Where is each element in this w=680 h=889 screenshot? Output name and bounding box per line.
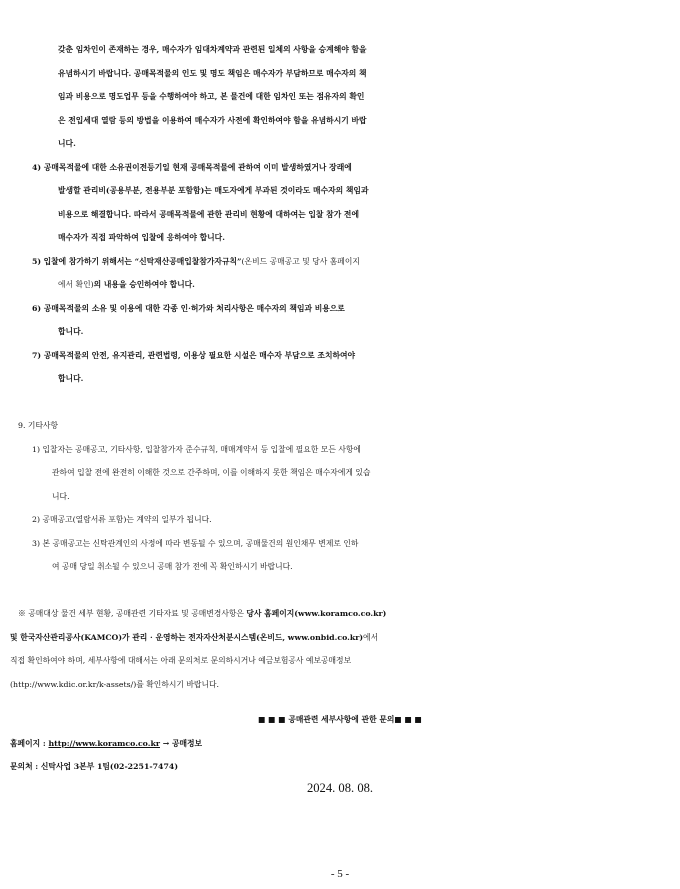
onbid-reference: 및 한국자산관리공사(KAMCO)가 관리 · 운영하는 전자자산처분시스템(온비드, www.onbid.co.kr) xyxy=(10,632,364,642)
list-item-6 xyxy=(0,297,680,321)
text-segment: 입찰에 참가하기 위해서는 xyxy=(43,256,135,266)
list-item-6-line xyxy=(0,320,680,344)
note-line xyxy=(0,626,680,650)
homepage-reference: 당사 홈페이지(www.koramco.co.kr) xyxy=(246,609,387,618)
homepage-suffix: → 공매정보 xyxy=(159,738,203,748)
text-line: 관하여 입찰 전에 완전히 이해한 것으로 간주하며, 이를 이해하지 못한 책임은 매수자에게 있습 xyxy=(52,468,371,477)
item-number: 5) xyxy=(32,256,42,266)
text-line: 공매목적물의 소유 및 이용에 대한 각종 인·허가와 처리사항은 매수자의 책임과 비용으로 xyxy=(43,303,345,313)
section9-item-1 xyxy=(0,438,680,462)
inquiry-contact xyxy=(0,755,680,779)
page-number: - 5 - xyxy=(330,868,350,880)
text-line: 임과 비용으로 명도업무 등을 수행하여야 하고, 본 물건에 대한 임차인 또는 점유자의 확인 xyxy=(58,92,365,101)
text-segment: (온비드 공매공고 및 당사 홈페이지 xyxy=(241,256,360,266)
item-number: 7) xyxy=(32,350,42,360)
text-line: 합니다. xyxy=(58,327,84,336)
item-number: 6) xyxy=(32,303,42,313)
continuation-line xyxy=(0,62,680,86)
text-line: 공매목적물의 안전, 유지관리, 관련법령, 이용상 필요한 시설은 매수자 부담으로 조치하여야 xyxy=(43,350,356,360)
list-item-5-line xyxy=(0,273,680,297)
note-line xyxy=(0,649,680,673)
inquiry-heading: ■ ■ ■ 공매관련 세부사항에 관한 문의■ ■ ■ xyxy=(258,715,422,724)
text-line: 입찰자는 공매공고, 기타사항, 입찰참가자 준수규칙, 매매계약서 등 입찰에 필요한 모든 사항에 xyxy=(42,444,361,454)
spacer xyxy=(0,579,680,603)
text-line: 니다. xyxy=(58,139,76,148)
section9-item-1-line xyxy=(0,461,680,485)
section9-item-3 xyxy=(0,532,680,556)
item-number: 2) xyxy=(32,515,41,524)
note-line xyxy=(0,673,680,697)
text-line: 갖춘 임차인이 존재하는 경우, 매수자가 임대차계약과 관련된 일체의 사항을 승계해야 함을 xyxy=(58,45,367,54)
text-line: 니다. xyxy=(52,491,70,501)
spacer xyxy=(0,696,680,708)
section9-item-2 xyxy=(0,508,680,532)
list-item-7 xyxy=(0,344,680,368)
list-item-4-line xyxy=(0,179,680,203)
kdic-link-text: (http://www.kdic.or.kr/k-assets/)를 확인하시기 바랍니다. xyxy=(10,679,219,689)
section9-item-3-line xyxy=(0,555,680,579)
document-date: 2024. 08. 08. xyxy=(306,781,374,795)
continuation-line xyxy=(0,85,680,109)
text-line: 비용으로 해결합니다. 따라서 공매목적물에 관한 관리비 현황에 대하여는 입찰 참가 전에 xyxy=(58,209,359,219)
list-item-4 xyxy=(0,156,680,180)
continuation-line xyxy=(0,38,680,62)
homepage-link[interactable]: http://www.koramco.co.kr xyxy=(48,738,160,748)
section9-item-1-line xyxy=(0,485,680,509)
text-segment: ※ 공매대상 물건 세부 현황, 공매관련 기타자료 및 공매변경사항은 xyxy=(18,609,247,618)
rules-title: “신탁재산공매입찰참가자규칙” xyxy=(134,256,242,266)
text-segment: 에서 xyxy=(363,632,379,642)
inquiry-homepage xyxy=(0,732,680,756)
note-line xyxy=(0,602,680,626)
homepage-label: 홈페이지 : xyxy=(10,738,49,748)
spacer xyxy=(0,391,680,415)
section-heading xyxy=(0,414,680,438)
text-line: 합니다. xyxy=(58,374,84,383)
continuation-line xyxy=(0,132,680,156)
text-line: 직접 확인하여야 하며, 세부사항에 대해서는 아래 문의처로 문의하시거나 예금보험공사 예보공매정보 xyxy=(10,656,352,665)
text-line: 공매목적물에 대한 소유권이전등기일 현재 공매목적물에 관하여 이미 발생하였거나 장래에 xyxy=(43,162,352,172)
text-line: 공매공고(열람서류 포함)는 계약의 일부가 됩니다. xyxy=(42,515,212,524)
item-number: 1) xyxy=(32,444,41,454)
list-item-7-line xyxy=(0,367,680,391)
list-item-4-line xyxy=(0,226,680,250)
item-number: 4) xyxy=(32,162,42,172)
continuation-line xyxy=(0,109,680,133)
text-segment: 의 내용을 승인하여야 합니다. xyxy=(93,280,195,289)
text-line: 발생할 관리비(공용부분, 전용부분 포함함)는 매도자에게 부과된 것이라도 매수자의 책임과 xyxy=(58,186,369,195)
text-line: 은 전입세대 열람 등의 방법을 이용하여 매수자가 사전에 확인하여야 함을 유념하시기 바랍 xyxy=(58,115,367,125)
item-number: 3) xyxy=(32,538,41,548)
text-segment: 에서 확인) xyxy=(58,280,94,289)
text-line: 본 공매공고는 신탁관계인의 사정에 따라 변동될 수 있으며, 공매물건의 원인채무 변제로 인하 xyxy=(42,538,359,548)
text-line: 매수자가 직접 파악하여 입찰에 응하여야 합니다. xyxy=(58,233,225,242)
section-title: 9. 기타사항 xyxy=(18,421,59,430)
text-line: 유념하시기 바랍니다. 공매목적물의 인도 및 명도 책임은 매수자가 부담하므로 매수자의 책 xyxy=(58,68,367,78)
contact-text: 문의처 : 신탁사업 3본부 1팀(02-2251-7474) xyxy=(10,762,179,771)
text-line: 여 공매 당일 취소될 수 있으니 공매 참가 전에 꼭 확인하시기 바랍니다. xyxy=(52,562,293,571)
inquiry-title xyxy=(0,708,680,732)
list-item-4-line xyxy=(0,203,680,227)
list-item-5 xyxy=(0,250,680,274)
document-body xyxy=(0,38,680,779)
